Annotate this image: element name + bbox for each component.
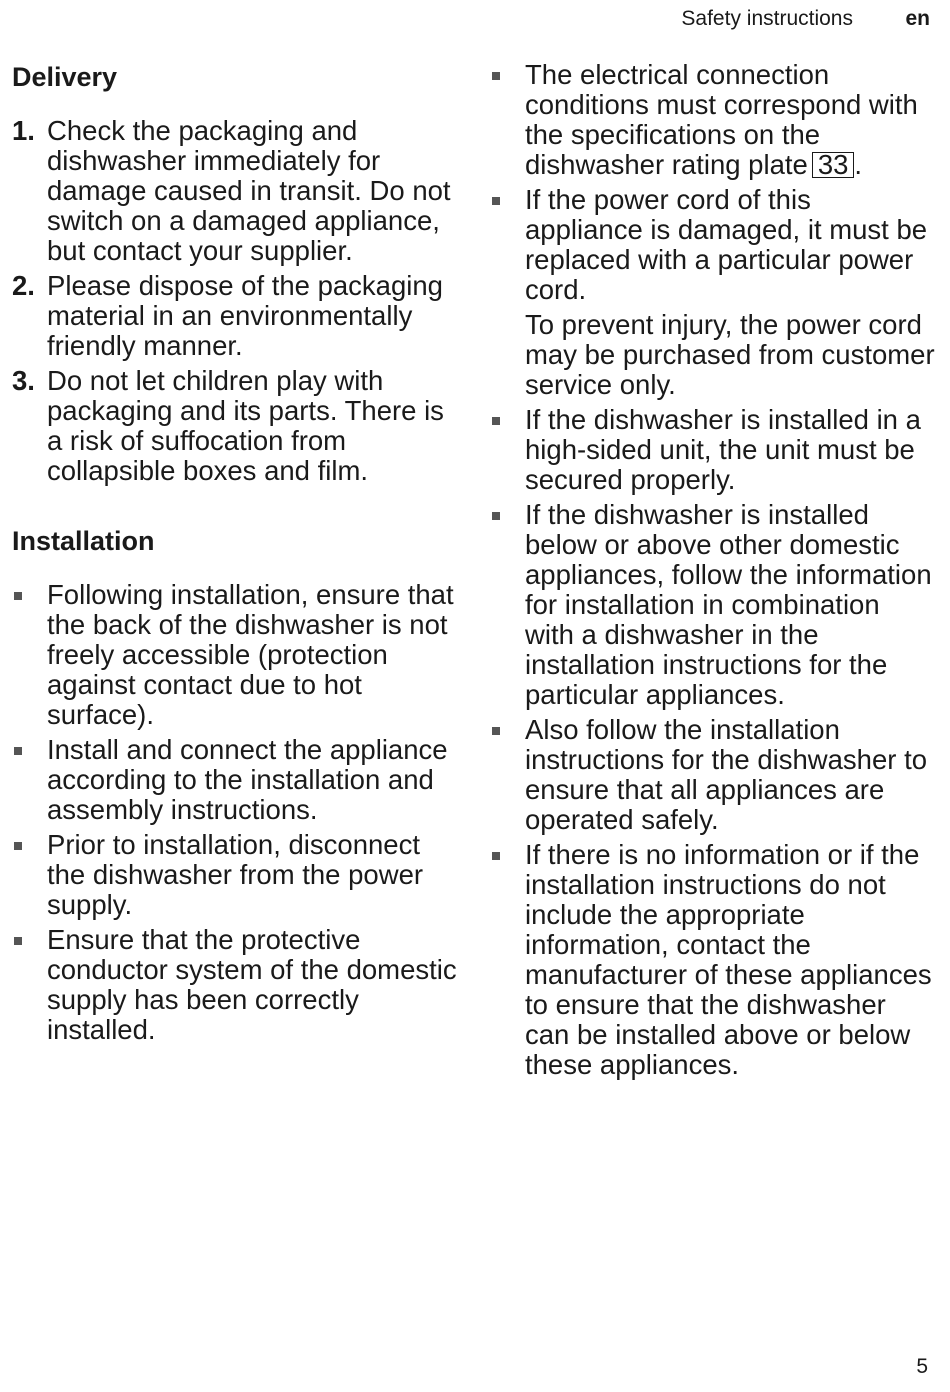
right-column xyxy=(490,60,935,1085)
installation-item-text: Install and connect the appliance according to the installation and assembly instructions. xyxy=(47,734,448,825)
installation-item-8 xyxy=(490,500,935,710)
installation-item-text: If the power cord of this appliance is damaged, it must be replaced with a particular power cord. xyxy=(525,184,928,305)
list-number: 1. xyxy=(12,115,35,146)
installation-list-right xyxy=(490,60,935,1080)
list-number: 2. xyxy=(12,270,35,301)
page-header xyxy=(0,6,950,32)
square-bullet-icon xyxy=(492,197,500,205)
installation-item-text: If the dishwasher is installed below or above other domestic appliances, follow the information for installation in combination with a dishwasher in the installation instructions for the particular appliances. xyxy=(525,499,932,710)
delivery-item-2 xyxy=(12,271,457,361)
delivery-item-text: Please dispose of the packaging material in an environmentally friendly manner. xyxy=(47,270,443,361)
square-bullet-icon xyxy=(492,72,500,80)
left-column xyxy=(12,60,457,1050)
installation-item-4 xyxy=(12,925,457,1045)
installation-item-text: Also follow the installation instructions for the dishwasher to ensure that all appliances are operated safely. xyxy=(525,714,927,835)
rating-plate-reference-box: 33 xyxy=(812,152,855,178)
installation-item-text: Prior to installation, disconnect the dishwasher from the power supply. xyxy=(47,829,424,920)
square-bullet-icon xyxy=(14,592,22,600)
page-number: 5 xyxy=(916,1355,928,1378)
list-number: 3. xyxy=(12,365,35,396)
delivery-item-text: Check the packaging and dishwasher immediately for damage caused in transit. Do not switch on a damaged appliance, but contact your supplier. xyxy=(47,115,451,266)
installation-item-9 xyxy=(490,715,935,835)
installation-item-text: Ensure that the protective conductor system of the domestic supply has been correctly installed. xyxy=(47,924,457,1045)
installation-item-10 xyxy=(490,840,935,1080)
installation-item-3 xyxy=(12,830,457,920)
installation-item-subparagraph: To prevent injury, the power cord may be purchased from customer service only. xyxy=(525,309,935,400)
installation-item-2 xyxy=(12,735,457,825)
square-bullet-icon xyxy=(492,417,500,425)
square-bullet-icon xyxy=(14,842,22,850)
header-section-title: Safety instructions xyxy=(681,7,853,30)
installation-item-tail: . xyxy=(854,149,863,180)
installation-item-6 xyxy=(490,185,935,400)
delivery-item-text: Do not let children play with packaging and its parts. There is a risk of suffocation from collapsible boxes and film. xyxy=(47,365,444,486)
delivery-heading: Delivery xyxy=(12,62,118,92)
installation-item-text: If there is no information or if the installation instructions do not include the appropriate information, contact the manufacturer of these appliances to ensure that the dishwasher can be installed above or below these appliances. xyxy=(525,839,932,1080)
square-bullet-icon xyxy=(492,727,500,735)
square-bullet-icon xyxy=(14,937,22,945)
installation-item-1 xyxy=(12,580,457,730)
installation-list-left xyxy=(12,580,457,1045)
square-bullet-icon xyxy=(492,512,500,520)
installation-item-7 xyxy=(490,405,935,495)
square-bullet-icon xyxy=(492,852,500,860)
installation-item-text: If the dishwasher is installed in a high-sided unit, the unit must be secured properly. xyxy=(525,404,921,495)
square-bullet-icon xyxy=(14,747,22,755)
installation-item-text: The electrical connection conditions must correspond with the specifications on the dishwasher rating plate xyxy=(525,59,918,180)
header-language-code: en xyxy=(905,7,930,30)
installation-item-5 xyxy=(490,60,935,180)
delivery-item-3 xyxy=(12,366,457,486)
delivery-list xyxy=(12,116,457,486)
installation-item-text: Following installation, ensure that the back of the dishwasher is not freely accessible (protection against contact due to hot surface). xyxy=(47,579,454,730)
installation-heading: Installation xyxy=(12,526,155,556)
delivery-item-1 xyxy=(12,116,457,266)
